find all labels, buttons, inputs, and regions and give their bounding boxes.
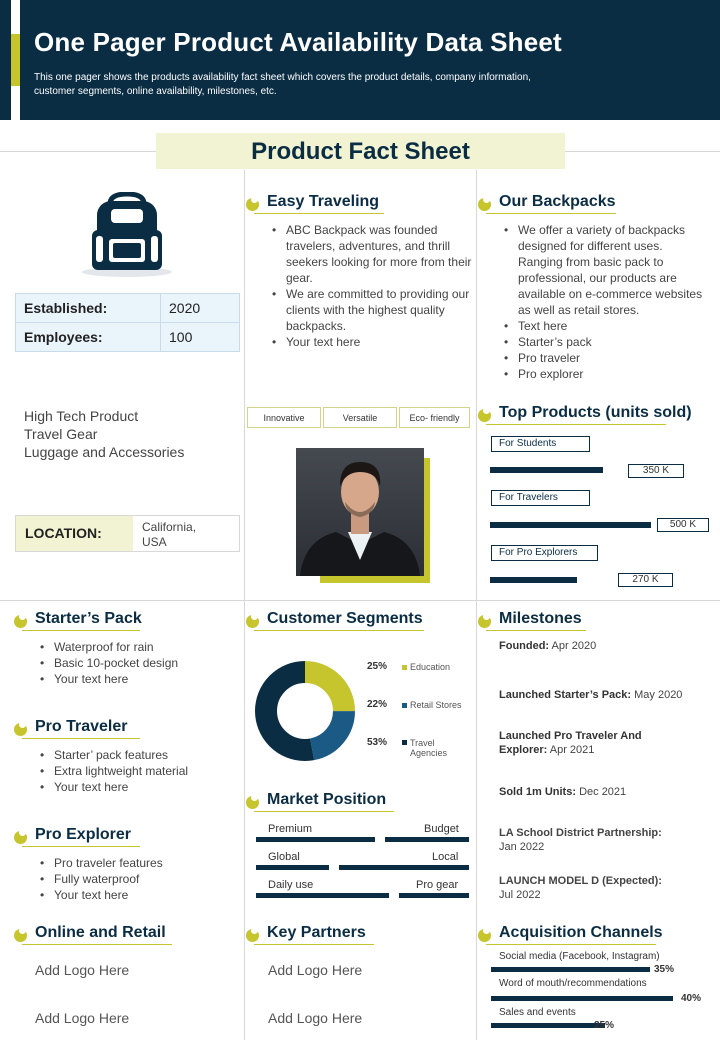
logo-placeholder[interactable]: Add Logo Here [35, 962, 130, 978]
segment-legend [402, 700, 462, 710]
section-underline [22, 630, 140, 631]
page-title: One Pager Product Availability Data Sheet [34, 27, 562, 57]
legend-swatch [402, 665, 407, 670]
product-value: 350 K [628, 464, 684, 478]
market-left-label: Premium [268, 823, 313, 835]
milestone-item [499, 729, 679, 757]
logo-placeholder[interactable]: Add Logo Here [268, 1010, 363, 1026]
person-photo [296, 448, 424, 576]
easy-traveling-list [272, 222, 472, 350]
section-customer-segments [246, 610, 466, 632]
section-title: Easy Traveling [267, 193, 380, 210]
section-underline [254, 811, 394, 812]
market-left-label: Global [268, 851, 300, 863]
milestone-item [499, 639, 699, 653]
market-bar-left [256, 865, 329, 870]
section-underline [254, 630, 424, 631]
market-right-label: Local [432, 851, 459, 863]
list-item: • Fully waterproof [40, 871, 240, 887]
milestone-date: Apr 2020 [549, 640, 597, 652]
channel-pct: 40% [681, 993, 702, 1004]
location-line: USA [142, 535, 167, 549]
channel-label: Social media (Facebook, Instagram) [499, 951, 660, 962]
header-left-stripe [0, 0, 11, 120]
pro-explorer-list [40, 855, 240, 903]
milestone-date: Apr 2021 [547, 744, 595, 756]
list-item: • Starter’s pack [504, 334, 710, 350]
product-label: For Travelers [491, 490, 590, 506]
location-value [142, 520, 196, 550]
milestone-item [499, 688, 709, 702]
legend-swatch [402, 740, 407, 745]
section-title: Milestones [499, 610, 582, 627]
section-title: Top Products (units sold) [499, 404, 692, 421]
logo-placeholder[interactable]: Add Logo Here [35, 1010, 130, 1026]
section-pro-traveler [14, 718, 234, 740]
market-bar-right [385, 837, 469, 842]
section-underline [22, 738, 140, 739]
section-bullet-icon [246, 615, 259, 628]
section-title: Online and Retail [35, 924, 166, 941]
section-market-position [246, 791, 466, 813]
milestone-date: Jul 2022 [499, 889, 541, 901]
list-item: • Your text here [40, 671, 240, 687]
list-item: • Basic 10-pocket design [40, 655, 240, 671]
section-underline [486, 213, 616, 214]
product-bar [490, 522, 651, 528]
legend-swatch [402, 703, 407, 708]
section-bullet-icon [478, 198, 491, 211]
section-title: Starter’s Pack [35, 610, 142, 627]
section-underline [22, 846, 140, 847]
section-acquisition-channels [478, 924, 708, 946]
section-title: Market Position [267, 791, 387, 808]
tag-eco-friendly: Eco- friendly [399, 407, 470, 428]
starters-pack-list [40, 639, 240, 687]
section-underline [486, 630, 586, 631]
tag-innovative: Innovative [247, 407, 321, 428]
section-our-backpacks [478, 193, 698, 215]
channel-bar [491, 996, 673, 1001]
section-bullet-icon [478, 929, 491, 942]
list-item: • Your text here [272, 334, 472, 350]
milestone-label: LA School District Partnership: [499, 827, 662, 839]
market-right-label: Pro gear [416, 879, 459, 891]
section-bullet-icon [14, 723, 27, 736]
market-right-label: Budget [424, 823, 459, 835]
category-item: High Tech Product [24, 408, 139, 424]
market-bar-right [339, 865, 469, 870]
established-value: 2020 [161, 294, 240, 323]
milestone-label: Launched Pro Traveler And Explorer: [499, 730, 642, 756]
channel-pct: 25% [594, 1020, 615, 1031]
backpack-icon [80, 192, 174, 278]
list-item: • Pro traveler features [40, 855, 240, 871]
milestone-date: Jan 2022 [499, 841, 545, 853]
milestone-date: May 2020 [631, 689, 683, 701]
channel-label: Word of mouth/recommendations [499, 978, 647, 989]
section-title: Acquisition Channels [499, 924, 663, 941]
location-box [15, 515, 240, 552]
list-item: • We offer a variety of backpacks designed for different uses. Ranging from basic pack to professional, our products are available on e-commerce websites as well as retail stores. [504, 222, 710, 318]
legend-label [410, 738, 447, 758]
milestone-item [499, 826, 709, 854]
person-image [296, 448, 424, 576]
our-backpacks-list [504, 222, 710, 382]
table-row [16, 294, 240, 323]
section-key-partners [246, 924, 466, 946]
section-online-retail [14, 924, 234, 946]
location-label: LOCATION: [16, 516, 133, 551]
list-item: • Waterproof for rain [40, 639, 240, 655]
channel-pct: 35% [654, 964, 675, 975]
tag-versatile: Versatile [323, 407, 397, 428]
milestone-label: Launched Starter’s Pack: [499, 689, 632, 701]
divider-col-2 [476, 170, 477, 1040]
header-banner [0, 0, 720, 120]
product-value: 270 K [618, 573, 673, 587]
section-underline [486, 424, 666, 425]
section-easy-traveling [246, 193, 466, 215]
milestone-label: Founded: [499, 640, 550, 652]
pro-traveler-list [40, 747, 240, 795]
section-underline [254, 944, 374, 945]
section-bullet-icon [246, 796, 259, 809]
section-underline [22, 944, 172, 945]
section-title: Key Partners [267, 924, 366, 941]
product-categories [24, 407, 184, 461]
section-title: Pro Traveler [35, 718, 128, 735]
milestone-label: LAUNCH MODEL D (Expected): [499, 875, 662, 887]
milestone-label: Sold 1m Units: [499, 786, 577, 798]
section-bullet-icon [14, 831, 27, 844]
section-title: Our Backpacks [499, 193, 616, 210]
company-info-table [15, 293, 240, 352]
market-bar-right [399, 893, 469, 898]
employees-value: 100 [161, 323, 240, 352]
section-bullet-icon [478, 409, 491, 422]
section-starters-pack [14, 610, 234, 632]
list-item: • Pro traveler [504, 350, 710, 366]
section-underline [486, 944, 656, 945]
product-bar [490, 467, 603, 473]
legend-label: Retail Stores [410, 700, 462, 710]
list-item: • We are committed to providing our clients with the highest quality backpacks. [272, 286, 472, 334]
product-label: For Students [491, 436, 590, 452]
market-bar-left [256, 893, 389, 898]
section-bullet-icon [246, 929, 259, 942]
category-item: Luggage and Accessories [24, 444, 185, 460]
legend-label-line: Agencies [410, 748, 448, 758]
legend-label: Education [410, 662, 451, 672]
product-label: For Pro Explorers [491, 545, 598, 561]
section-title: Customer Segments [267, 610, 423, 627]
product-value: 500 K [657, 518, 709, 532]
section-title: Pro Explorer [35, 826, 132, 843]
list-item: • Text here [504, 318, 710, 334]
header-accent-bar [11, 34, 20, 86]
list-item: • Pro explorer [504, 366, 710, 382]
product-bar [490, 577, 577, 583]
market-left-label: Daily use [268, 879, 314, 891]
segment-pct: 25% [367, 661, 388, 672]
segment-legend [402, 738, 447, 758]
market-bar-left [256, 837, 375, 842]
section-pro-explorer [14, 826, 234, 848]
list-item: • Your text here [40, 779, 240, 795]
section-bullet-icon [14, 929, 27, 942]
list-item: • Starter’ pack features [40, 747, 240, 763]
category-item: Travel Gear [24, 426, 98, 442]
segment-legend [402, 662, 450, 672]
segment-pct: 53% [367, 737, 388, 748]
channel-bar [491, 1023, 605, 1028]
legend-label-line: Travel [410, 738, 435, 748]
milestone-item [499, 785, 699, 799]
table-row [16, 323, 240, 352]
logo-placeholder[interactable]: Add Logo Here [268, 962, 363, 978]
divider-mid [0, 600, 720, 601]
section-underline [254, 213, 384, 214]
section-bullet-icon [246, 198, 259, 211]
list-item: • Your text here [40, 887, 240, 903]
fact-sheet-title: Product Fact Sheet [156, 133, 565, 169]
page-subtitle: This one pager shows the products availability fact sheet which covers the product details, company information, customer segments, online availability, milestones, etc. [34, 72, 531, 97]
established-label: Established: [16, 294, 161, 323]
segment-pct: 22% [367, 699, 388, 710]
location-line: California, [142, 520, 197, 534]
section-milestones [478, 610, 698, 632]
section-bullet-icon [478, 615, 491, 628]
section-top-products [478, 404, 708, 426]
list-item: • ABC Backpack was founded travelers, adventures, and thrill seekers looking for more from their gear. [272, 222, 472, 286]
milestone-item [499, 874, 709, 902]
employees-label: Employees: [16, 323, 161, 352]
milestone-date: Dec 2021 [576, 786, 627, 798]
section-bullet-icon [14, 615, 27, 628]
channel-label: Sales and events [499, 1007, 576, 1018]
channel-bar [491, 967, 650, 972]
header-background [20, 0, 720, 120]
customer-segments-donut [255, 661, 355, 761]
divider-col-1 [244, 170, 245, 1040]
list-item: • Extra lightweight material [40, 763, 240, 779]
